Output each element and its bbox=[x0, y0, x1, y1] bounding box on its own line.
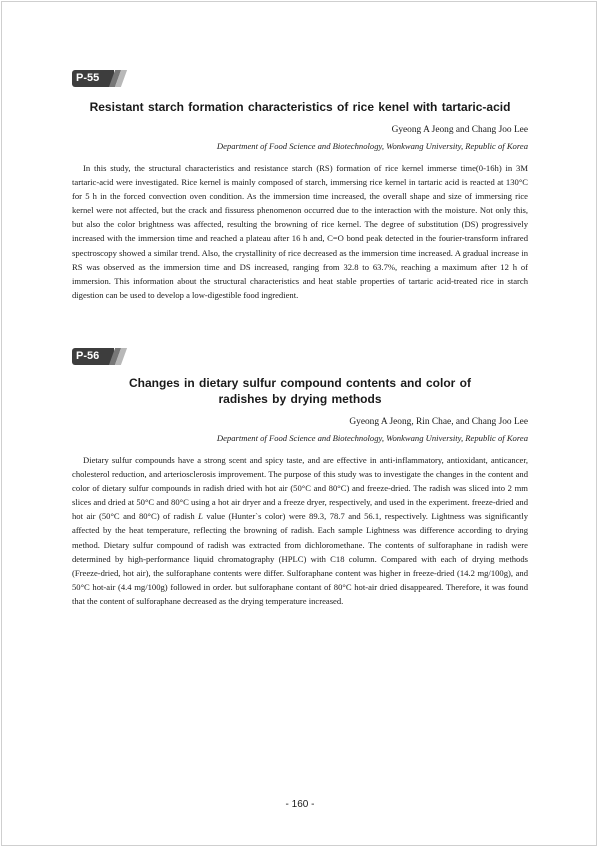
abstract-title-line: radishes by drying methods bbox=[218, 392, 382, 406]
abstract-title bbox=[72, 375, 528, 407]
abstract-p56 bbox=[72, 348, 528, 608]
abstract-tag-label: P-56 bbox=[72, 348, 114, 365]
abstract-title-line: Resistant starch formation characteristics of rice kenel with tartaric-acid bbox=[89, 100, 511, 114]
abstract-body-text: value (Hunter`s color) were 89.3, 78.7 and 56.1, respectively. Lightness was significantly affected by the heat temperature, reflecting the browning of radish. Each sample Lightness was difference according to drying method. Dietary sulfur compound of radish was extracted from dichloromethane. The contents of sulforaphane in radish were determined by high-performance liquid chromatography (HPLC) with C18 column. Compared with each of drying methods (Freeze-dried, hot air), the sulforaphane contents were differ. Sulforaphane content was higher in freeze-dried (14.2 mg/100g), and 50°C hot-air (4.4 mg/100g) followed in order. but sulforaphane contant of 80°C hot-air dried disappeared. Therefore, it was found that the content of sulforaphane decreased as the drying temperature increased. bbox=[72, 511, 528, 606]
page-number: - 160 - bbox=[285, 799, 315, 810]
abstract-tag bbox=[72, 348, 124, 365]
abstract-tag bbox=[72, 70, 124, 87]
abstract-p55 bbox=[72, 70, 528, 302]
abstract-tag-label: P-55 bbox=[72, 70, 114, 87]
abstract-authors: Gyeong A Jeong, Rin Chae, and Chang Joo Lee bbox=[349, 417, 528, 427]
lightness-symbol: L bbox=[198, 511, 203, 522]
abstract-body-text: Dietary sulfur compounds have a strong scent and spicy taste, and are effective in anti-inflammatory, antioxidant, anticancer, cholesterol reduction, and arteriosclerosis improvement. The purpose of this study was to investigate the changes in the content and color of dietary sulfur compounds in radish dried with hot air (50°C and 80°C) and freeze-dried. The radish was sliced into 2 mm slices and dried at 50°C and 80°C using a hot air dryer and a freeze dryer, respectively, and used in the experiment. freeze-dried and hot air (50°C and 80°C) of radish bbox=[72, 455, 528, 522]
abstract-title-line: Changes in dietary sulfur compound contents and color of bbox=[128, 376, 472, 390]
abstract-affiliation: Department of Food Science and Biotechnology, Wonkwang University, Republic of Korea bbox=[216, 141, 528, 151]
abstract-affiliation: Department of Food Science and Biotechnology, Wonkwang University, Republic of Korea bbox=[216, 433, 528, 443]
abstract-authors: Gyeong A Jeong and Chang Joo Lee bbox=[391, 125, 528, 135]
abstract-title bbox=[72, 99, 528, 115]
abstract-body bbox=[72, 453, 528, 608]
abstract-body: In this study, the structural characteristics and resistance starch (RS) formation of rice kernel immerse time(0-16h) in 3M tartaric-acid were investigated. Rice kernel is mainly composed of starch, immersing rice kernel in tartaric acid is reacted at 130°C for 5 h in the forced convection oven condition. As the immersion time increased, the overall shape and size of immersing rice kernel were not affected, but the crack and fissuress phenomenon occurred due to the interaction with the moisture. Not only this, but also the color brightness was affected, resulting the browning of rice kernel. The degree of substitution (DS) progressively increased with the immersion time and reached a plateau after 16 h and, C=O bond peak detected in the fourier-transform infrared spectroscopy showed a similar trend. Also, the crystallinity of rice decreased as the immersion time increased. A gradual increase in RS was observed as the immersion time and DS increased, ranging from 32.8 to 63.7%, reaching a maximum after 12 h of immersion. This information about the structural characteristics and heat stable properties of tartaric acid-treated rice in starch digestion can be used to develop a low-digestible food ingredient. bbox=[72, 163, 528, 300]
